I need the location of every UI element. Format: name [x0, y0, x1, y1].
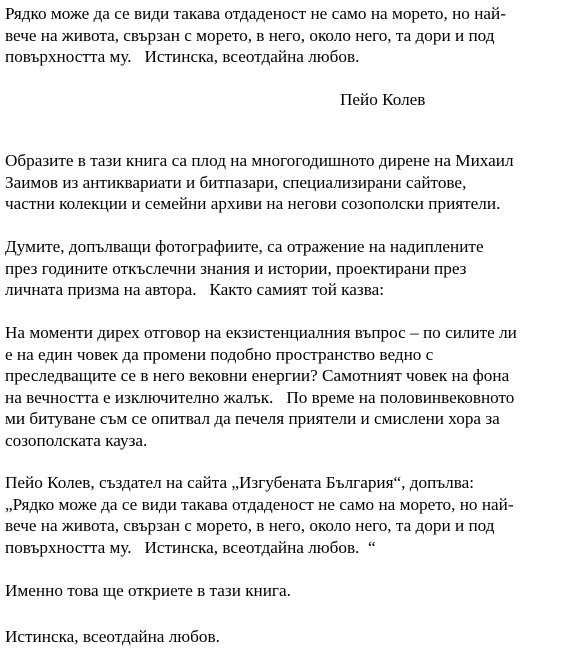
text-line: Истинска, всеотдайна любов. — [5, 627, 220, 646]
text-line: Рядко може да се види такава отдаденост не само на морето, но най- — [5, 4, 506, 23]
text-line: частни колекции и семейни архиви на негови созополски приятели. — [5, 194, 501, 213]
text-line: ми битуване съм се опитвал да печеля приятели и смислени хора за — [5, 409, 500, 428]
text-line: Образите в тази книга са плод на многогодишното дирене на Михаил — [5, 151, 514, 170]
paragraph-origin — [5, 150, 514, 215]
text-line: вече на живота, свързан с морето, в него, около него, та дори и под — [5, 516, 495, 535]
text-line: повърхността му. Истинска, всеотдайна любов. “ — [5, 537, 376, 557]
text-line: „Рядко може да се види такава отдаденост не само на морето, но най- — [5, 494, 514, 514]
text-line: вече на живота, свързан с морето, в него, около него, та дори и под — [5, 25, 495, 45]
text-line: повърхността му. Истинска, всеотдайна любов. — [5, 47, 360, 66]
paragraph-peyo-kolev — [5, 472, 514, 558]
text-line: преследващите се в него вековни енергии? Самотният човек на фона — [5, 366, 510, 385]
text-line: Думите, допълващи фотографиите, са отражение на надиплените — [5, 237, 484, 256]
text-line: личната призма на автора. Както самият той казва: — [5, 280, 384, 299]
text-line: Пейо Колев, създател на сайта „Изгубената България“, допълва: — [5, 473, 475, 492]
text-line: Заимов из антиквариати и битпазари, специализирани сайтове, — [5, 172, 467, 192]
paragraph-closing — [5, 626, 220, 648]
paragraph-discover — [5, 580, 291, 602]
paragraph-author-quote — [5, 322, 517, 451]
text-line: на вечността е изключително жалък. По време на половинвековното — [5, 387, 515, 407]
text-line: На моменти дирех отговор на екзистенциалния въпрос – по силите ли — [5, 323, 517, 342]
signature: Пейо Колев — [340, 90, 426, 109]
text-line: е на един човек да промени подобно пространство ведно с — [5, 344, 434, 364]
text-line: созополската кауза. — [5, 430, 148, 450]
paragraph-words — [5, 236, 484, 301]
text-line: Именно това ще откриете в тази книга. — [5, 581, 291, 600]
text-line: през годините откъслечни знания и истории, проектирани през — [5, 258, 467, 278]
opening-quote — [5, 3, 506, 68]
